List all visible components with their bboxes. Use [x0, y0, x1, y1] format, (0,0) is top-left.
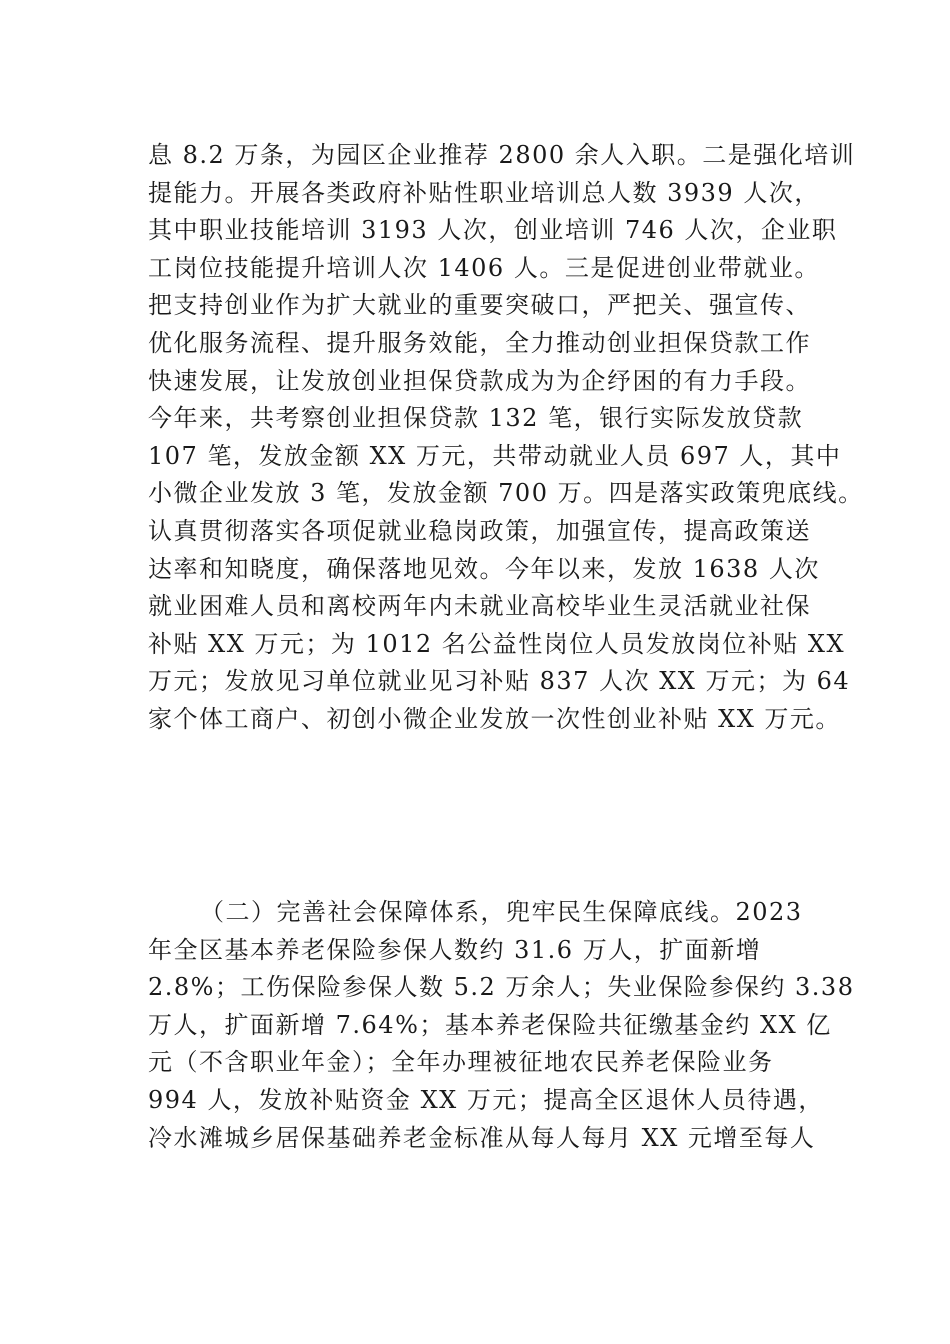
paragraph-employment: [148, 137, 864, 739]
text-line: 994 人，发放补贴资金 XX 万元；提高全区退休人员待遇，: [148, 1085, 824, 1114]
text-line: 把支持创业作为扩大就业的重要突破口，严把关、强宣传、: [148, 291, 811, 320]
text-line: 年全区基本养老保险参保人数约 31.6 万人，扩面新增: [148, 935, 762, 964]
text-line: 提能力。开展各类政府补贴性职业培训总人数 3939 人次，: [148, 178, 820, 207]
text-line: 优化服务流程、提升服务效能，全力推动创业担保贷款工作: [148, 328, 811, 357]
text-line: 2.8%；工伤保险参保人数 5.2 万余人；失业保险参保约 3.38: [148, 973, 855, 1002]
text-line: 其中职业技能培训 3193 人次，创业培训 746 人次，企业职: [148, 216, 838, 245]
text-line: 107 笔，发放金额 XX 万元，共带动就业人员 697 人，其中: [148, 441, 842, 470]
text-line: 认真贯彻落实各项促就业稳岗政策，加强宣传，提高政策送: [148, 516, 811, 545]
text-line: 就业困难人员和离校两年内未就业高校毕业生灵活就业社保: [148, 592, 811, 621]
text-line: 冷水滩城乡居保基础养老金标准从每人每月 XX 元增至每人: [148, 1123, 816, 1152]
text-line: 万人，扩面新增 7.64%；基本养老保险共征缴基金约 XX 亿: [148, 1010, 832, 1039]
text-line: 万元；发放见习单位就业见习补贴 837 人次 XX 万元；为 64: [148, 667, 851, 696]
text-line: 补贴 XX 万元；为 1012 名公益性岗位人员发放岗位补贴 XX: [148, 629, 846, 658]
text-line: 元（不含职业年金）；全年办理被征地农民养老保险业务: [148, 1048, 774, 1077]
text-line: 今年来，共考察创业担保贷款 132 笔，银行实际发放贷款: [148, 404, 804, 433]
text-line: 小微企业发放 3 笔，发放金额 700 万。四是落实政策兜底线。: [148, 479, 864, 508]
paragraph-social-security: [148, 894, 855, 1157]
section-heading-line: （二）完善社会保障体系，兜牢民生保障底线。2023: [200, 898, 803, 926]
text-line: 工岗位技能提升培训人次 1406 人。三是促进创业带就业。: [148, 253, 820, 282]
text-line: 快速发展，让发放创业担保贷款成为为企纾困的有力手段。: [148, 366, 811, 395]
text-line: 达率和知晓度，确保落地见效。今年以来，发放 1638 人次: [148, 554, 820, 583]
text-line: 家个体工商户、初创小微企业发放一次性创业补贴 XX 万元。: [148, 704, 841, 733]
text-line: 息 8.2 万条，为园区企业推荐 2800 余人入职。二是强化培训: [148, 141, 856, 169]
